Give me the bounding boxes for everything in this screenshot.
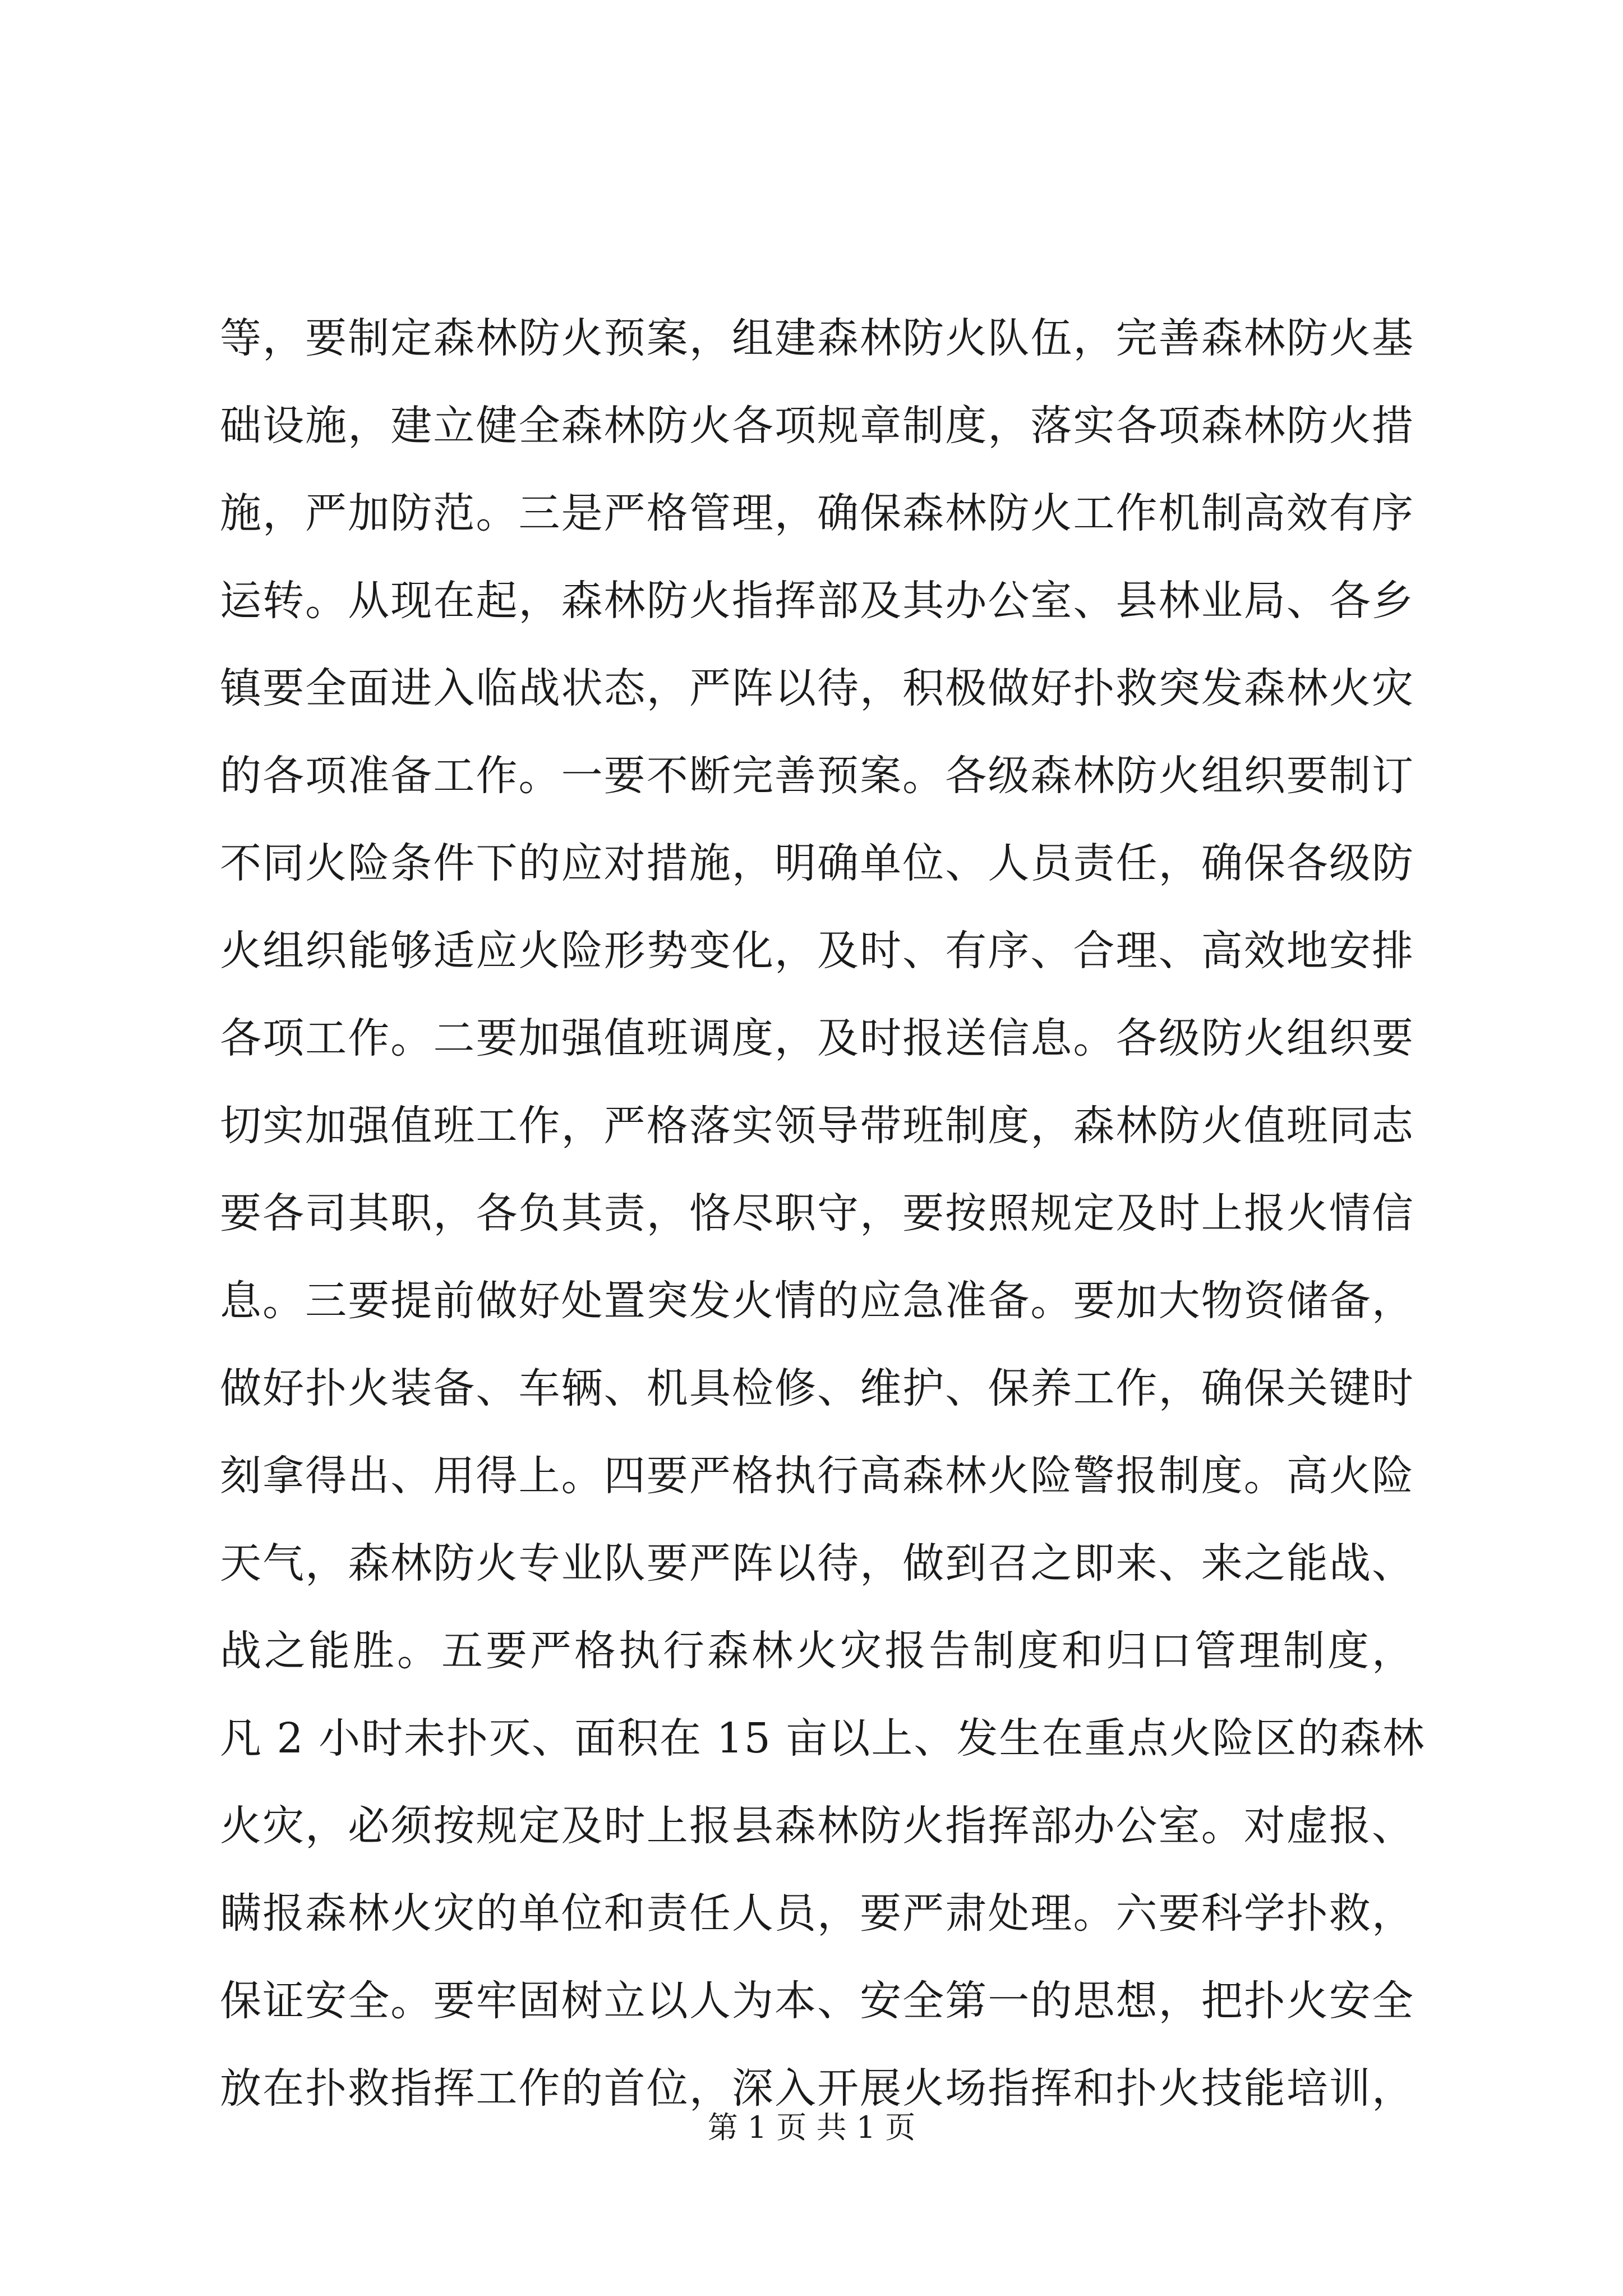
text-line: 各项工作。二要加强值班调度，及时报送信息。各级防火组织要 bbox=[220, 1014, 1414, 1062]
text-line: 施，严加防范。三是严格管理，确保森林防火工作机制高效有序 bbox=[220, 489, 1414, 537]
text-line: 础设施，建立健全森林防火各项规章制度，落实各项森林防火措 bbox=[220, 402, 1414, 450]
text-line: 要各司其职，各负其责，恪尽职守，要按照规定及时上报火情信 bbox=[220, 1189, 1414, 1237]
text-line: 火组织能够适应火险形势变化，及时、有序、合理、高效地安排 bbox=[220, 927, 1414, 975]
text-line: 瞒报森林火灾的单位和责任人员，要严肃处理。六要科学扑救， bbox=[220, 1889, 1414, 1938]
text-line: 切实加强值班工作，严格落实领导带班制度，森林防火值班同志 bbox=[220, 1102, 1414, 1150]
text-line: 等，要制定森林防火预案，组建森林防火队伍，完善森林防火基 bbox=[220, 314, 1414, 362]
text-line: 保证安全。要牢固树立以人为本、安全第一的思想，把扑火安全 bbox=[220, 1977, 1414, 2025]
text-line: 运转。从现在起，森林防火指挥部及其办公室、县林业局、各乡 bbox=[220, 577, 1414, 625]
text-line: 做好扑火装备、车辆、机具检修、维护、保养工作，确保关键时 bbox=[220, 1364, 1414, 1412]
text-line: 的各项准备工作。一要不断完善预案。各级森林防火组织要制订 bbox=[220, 752, 1414, 800]
text-line: 息。三要提前做好处置突发火情的应急准备。要加大物资储备， bbox=[220, 1277, 1414, 1325]
text-line: 火灾，必须按规定及时上报县森林防火指挥部办公室。对虚报、 bbox=[220, 1802, 1414, 1850]
text-line: 凡 2 小时未扑灭、面积在 15 亩以上、发生在重点火险区的森林 bbox=[220, 1714, 1426, 1763]
text-line: 刻拿得出、用得上。四要严格执行高森林火险警报制度。高火险 bbox=[220, 1452, 1414, 1500]
text-line: 镇要全面进入临战状态，严阵以待，积极做好扑救突发森林火灾 bbox=[220, 664, 1414, 712]
text-line: 不同火险条件下的应对措施，明确单位、人员责任，确保各级防 bbox=[220, 839, 1414, 887]
page-footer: 第 1 页 共 1 页 bbox=[707, 2110, 916, 2145]
text-line: 天气，森林防火专业队要严阵以待，做到召之即来、来之能战、 bbox=[220, 1539, 1414, 1588]
text-line: 放在扑救指挥工作的首位，深入开展火场指挥和扑火技能培训， bbox=[220, 2064, 1414, 2113]
text-line: 战之能胜。五要严格执行森林火灾报告制度和归口管理制度， bbox=[220, 1627, 1414, 1675]
body-text bbox=[220, 295, 1426, 2132]
